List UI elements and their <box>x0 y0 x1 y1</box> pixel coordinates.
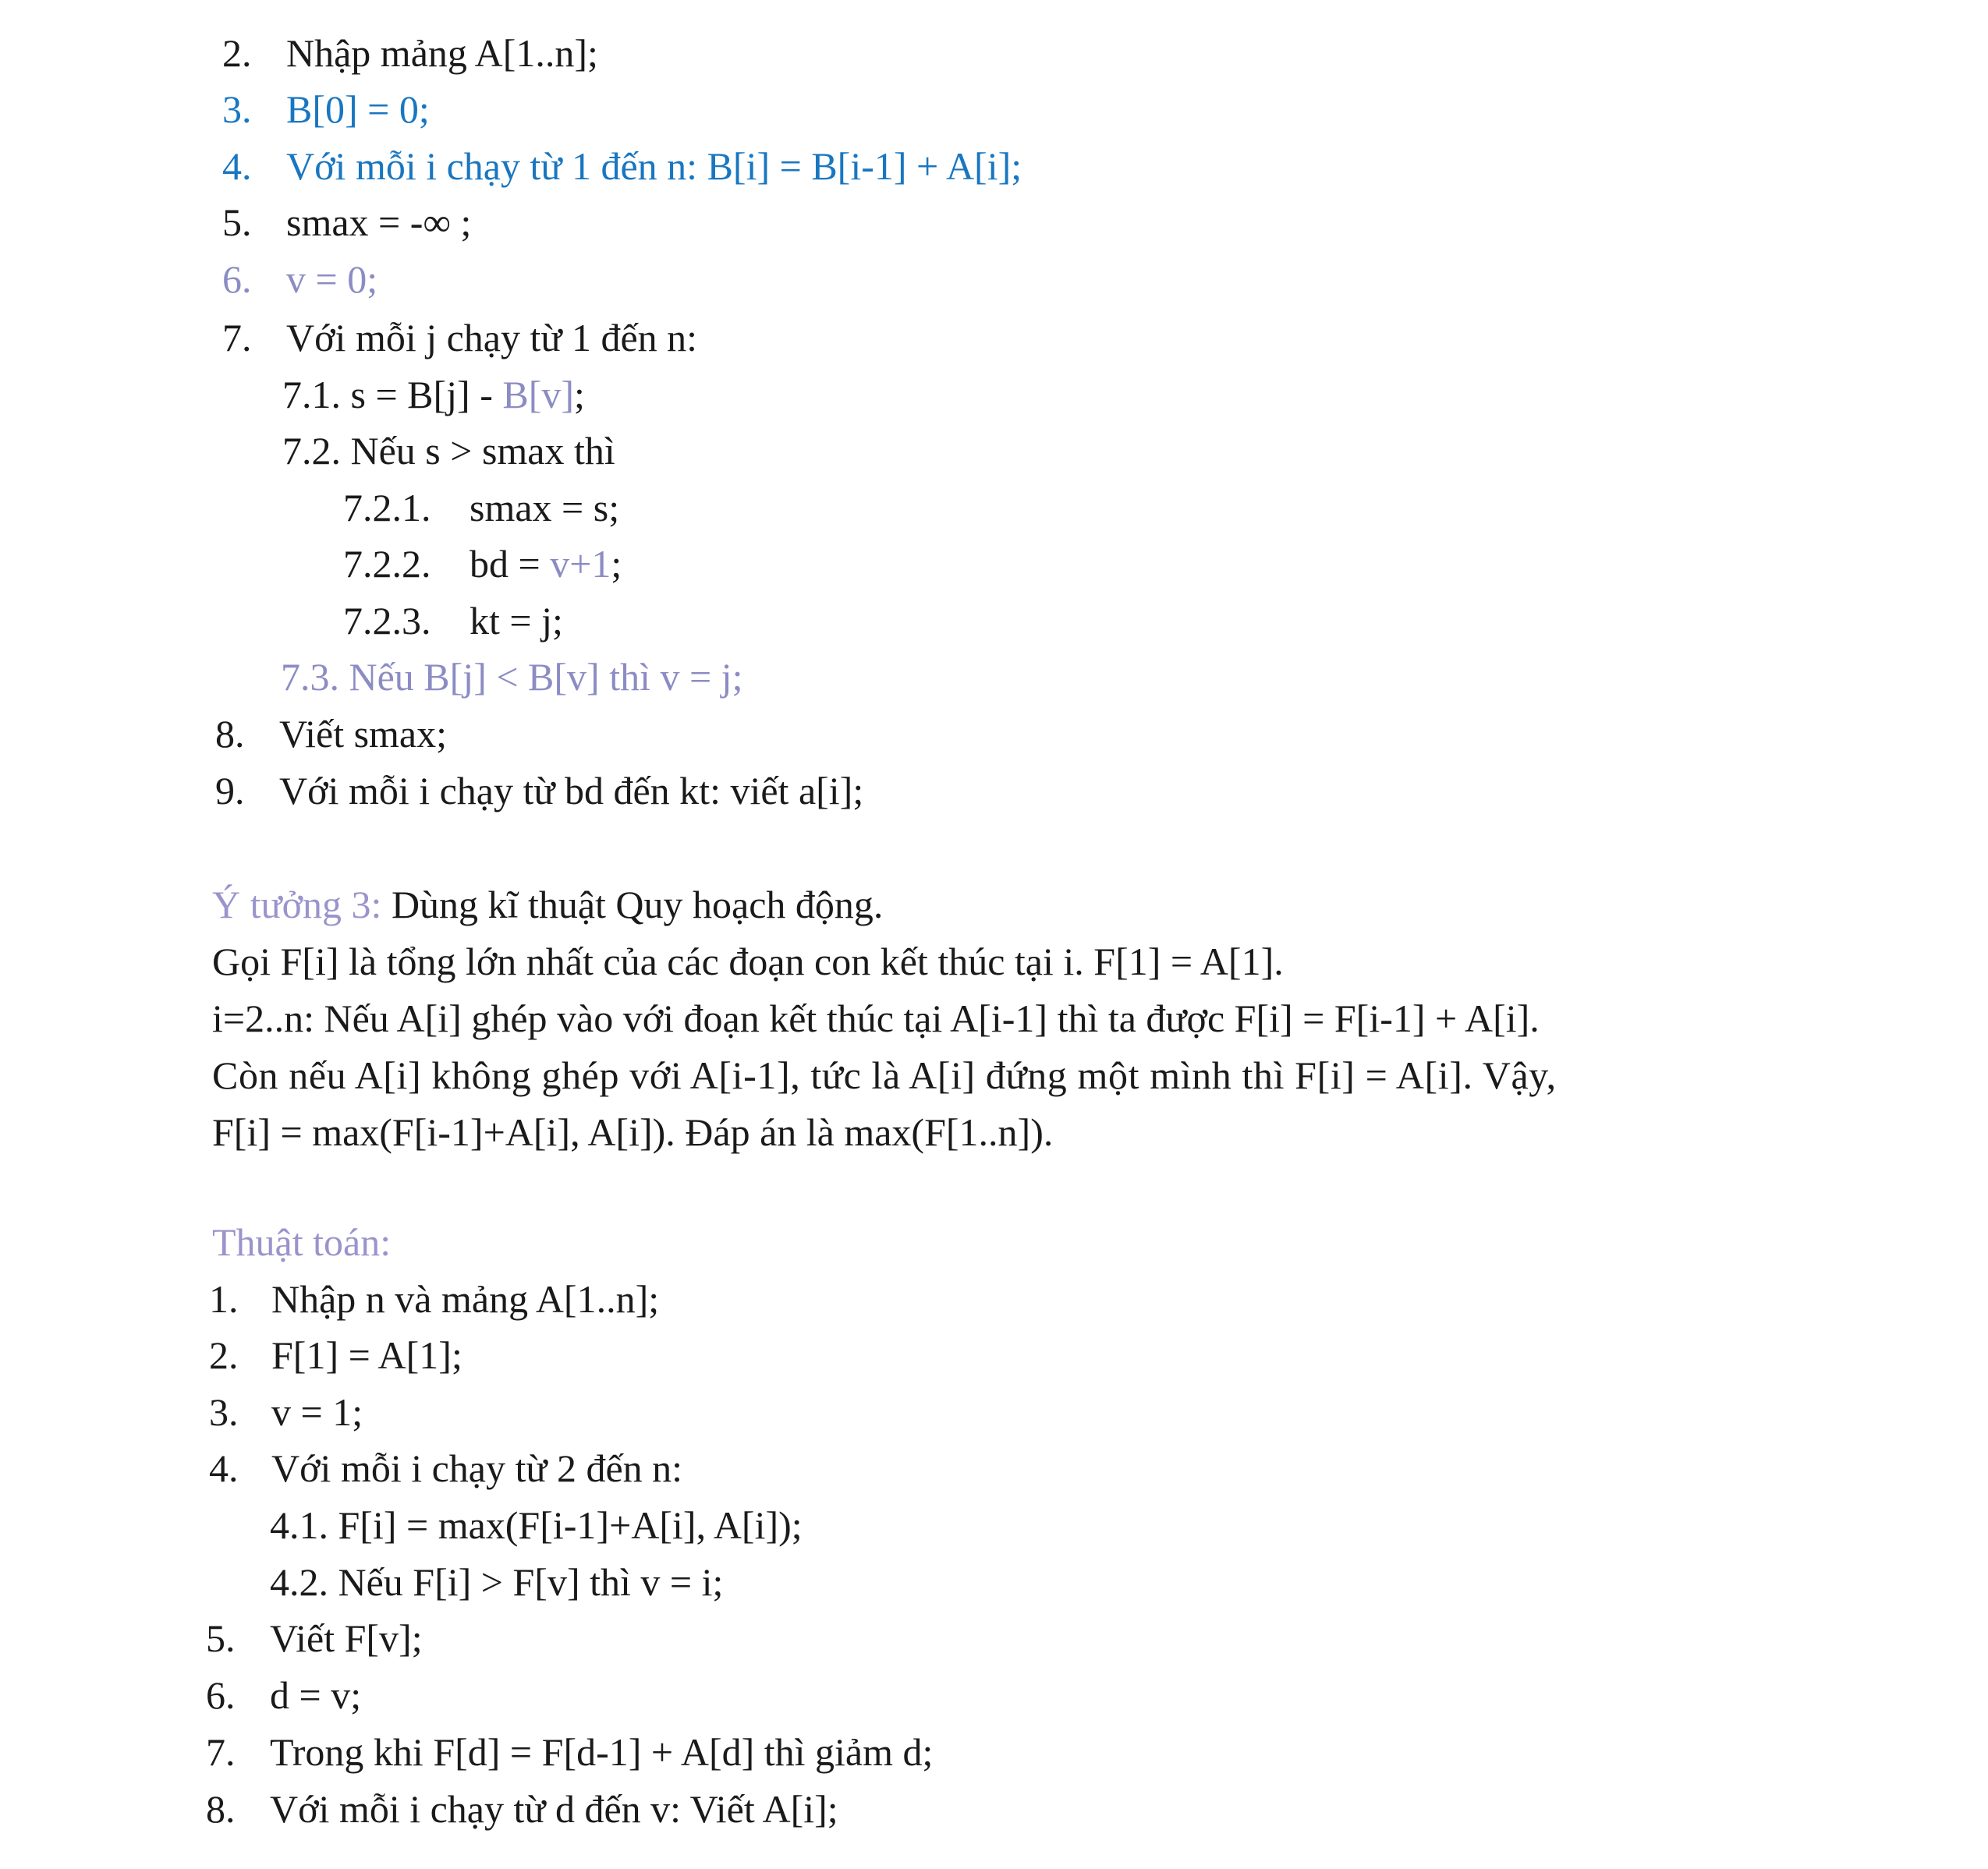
faint-text: B[v] <box>502 373 575 416</box>
algo2-step-7-1 <box>282 371 585 418</box>
algo2-step-7 <box>222 314 697 361</box>
algo2-step-7-2-3 <box>343 597 563 644</box>
step-text: 7.2. Nếu s > smax thì <box>282 429 615 473</box>
step-number: 5. <box>206 1616 236 1660</box>
algo2-step-4 <box>222 143 1022 189</box>
step-number: 7.2.3. <box>343 599 431 642</box>
step-number: 1. <box>209 1277 239 1321</box>
step-number: 2. <box>209 1333 239 1377</box>
step-number: 8. <box>206 1787 236 1831</box>
step-text: 7.1. s = B[j] - <box>282 373 503 416</box>
step-text: v = 0; <box>286 257 378 301</box>
algo3-step-2 <box>209 1332 462 1379</box>
step-text: d = v; <box>270 1673 362 1717</box>
step-text: bd = <box>470 542 551 586</box>
algo3-step-8 <box>206 1786 838 1832</box>
paragraph-text: i=2..n: Nếu A[i] ghép vào với đoạn kết thúc tại A[i-1] thì ta được F[i] = F[i-1] + A[i]. <box>212 996 1540 1040</box>
step-text: 4.2. Nếu F[i] > F[v] thì v = i; <box>270 1560 724 1604</box>
step-text: smax = s; <box>470 486 620 529</box>
step-text: v = 1; <box>271 1390 363 1434</box>
step-text-suffix: ; <box>574 373 585 416</box>
step-text: Trong khi F[d] = F[d-1] + A[d] thì giảm d; <box>270 1730 934 1774</box>
algo3-step-4-2 <box>270 1559 723 1605</box>
heading-text: Thuật toán: <box>212 1220 392 1264</box>
algo3-step-7 <box>206 1729 933 1775</box>
step-text: Với mỗi i chạy từ d đến v: Viết A[i]; <box>270 1787 838 1831</box>
step-text: Với mỗi i chạy từ 1 đến n: B[i] = B[i-1] + A[i]; <box>286 144 1022 188</box>
algo2-step-5 <box>222 199 471 246</box>
step-text: Viết smax; <box>279 712 448 756</box>
idea3-label: Ý tưởng 3: <box>212 883 382 926</box>
step-text: smax = -∞ ; <box>286 200 472 244</box>
algo3-step-5 <box>206 1615 423 1662</box>
step-number: 7. <box>206 1730 236 1774</box>
step-number: 7.2.2. <box>343 542 431 586</box>
paragraph-text: F[i] = max(F[i-1]+A[i], A[i]). Đáp án là max(F[1..n]). <box>212 1110 1054 1154</box>
algo2-step-7-2-2 <box>343 540 622 587</box>
algo3-heading <box>212 1219 391 1265</box>
algo3-step-6 <box>206 1672 361 1719</box>
algo2-step-6 <box>222 256 377 303</box>
faint-text: v+1 <box>550 542 611 586</box>
step-number: 6. <box>222 257 252 301</box>
algo3-step-4-1 <box>270 1502 803 1549</box>
step-text: Viết F[v]; <box>270 1616 423 1660</box>
step-number: 8. <box>215 712 245 756</box>
step-text: F[1] = A[1]; <box>271 1333 462 1377</box>
step-text: 7.3. Nếu B[j] < B[v] thì v = j; <box>281 655 743 699</box>
algo2-step-7-2-1 <box>343 484 619 531</box>
algo2-step-7-2 <box>282 427 615 474</box>
step-number: 4. <box>209 1446 239 1490</box>
algo2-step-7-3 <box>281 653 742 700</box>
step-number: 7. <box>222 316 252 359</box>
step-text: Nhập mảng A[1..n]; <box>286 31 598 75</box>
step-text: Với mỗi j chạy từ 1 đến n: <box>286 316 698 359</box>
idea3-title-text: Dùng kĩ thuật Quy hoạch động. <box>381 883 884 926</box>
algo2-step-3 <box>222 86 430 133</box>
idea3-paragraph-line-4 <box>212 1109 1053 1156</box>
algo3-step-4 <box>209 1445 682 1492</box>
algo2-step-8 <box>215 710 447 757</box>
step-text: 4.1. F[i] = max(F[i-1]+A[i], A[i]); <box>270 1503 803 1547</box>
step-text: B[0] = 0; <box>286 87 430 131</box>
paragraph-text: Còn nếu A[i] không ghép với A[i-1], tức là A[i] đứng một mình thì F[i] = A[i]. Vậy, <box>212 1053 1557 1097</box>
algo3-step-3 <box>209 1389 363 1435</box>
step-text: Nhập n và mảng A[1..n]; <box>271 1277 660 1321</box>
algo2-step-9 <box>215 767 863 814</box>
idea3-paragraph-line-1 <box>212 938 1284 985</box>
paragraph-text: Gọi F[i] là tổng lớn nhất của các đoạn con kết thúc tại i. F[1] = A[1]. <box>212 940 1284 983</box>
step-number: 6. <box>206 1673 236 1717</box>
algo2-step-2 <box>222 30 598 76</box>
idea3-title <box>212 881 883 928</box>
idea3-paragraph-line-2 <box>212 995 1540 1042</box>
step-number: 2. <box>222 31 252 75</box>
idea3-paragraph-line-3 <box>212 1052 1557 1099</box>
step-text: Với mỗi i chạy từ bd đến kt: viết a[i]; <box>279 769 864 812</box>
step-number: 7.2.1. <box>343 486 431 529</box>
step-text-suffix: ; <box>611 542 622 586</box>
algo3-step-1 <box>209 1276 659 1322</box>
step-number: 5. <box>222 200 252 244</box>
step-number: 4. <box>222 144 252 188</box>
step-number: 9. <box>215 769 245 812</box>
step-text: kt = j; <box>470 599 563 642</box>
step-text: Với mỗi i chạy từ 2 đến n: <box>271 1446 683 1490</box>
step-number: 3. <box>209 1390 239 1434</box>
step-number: 3. <box>222 87 252 131</box>
